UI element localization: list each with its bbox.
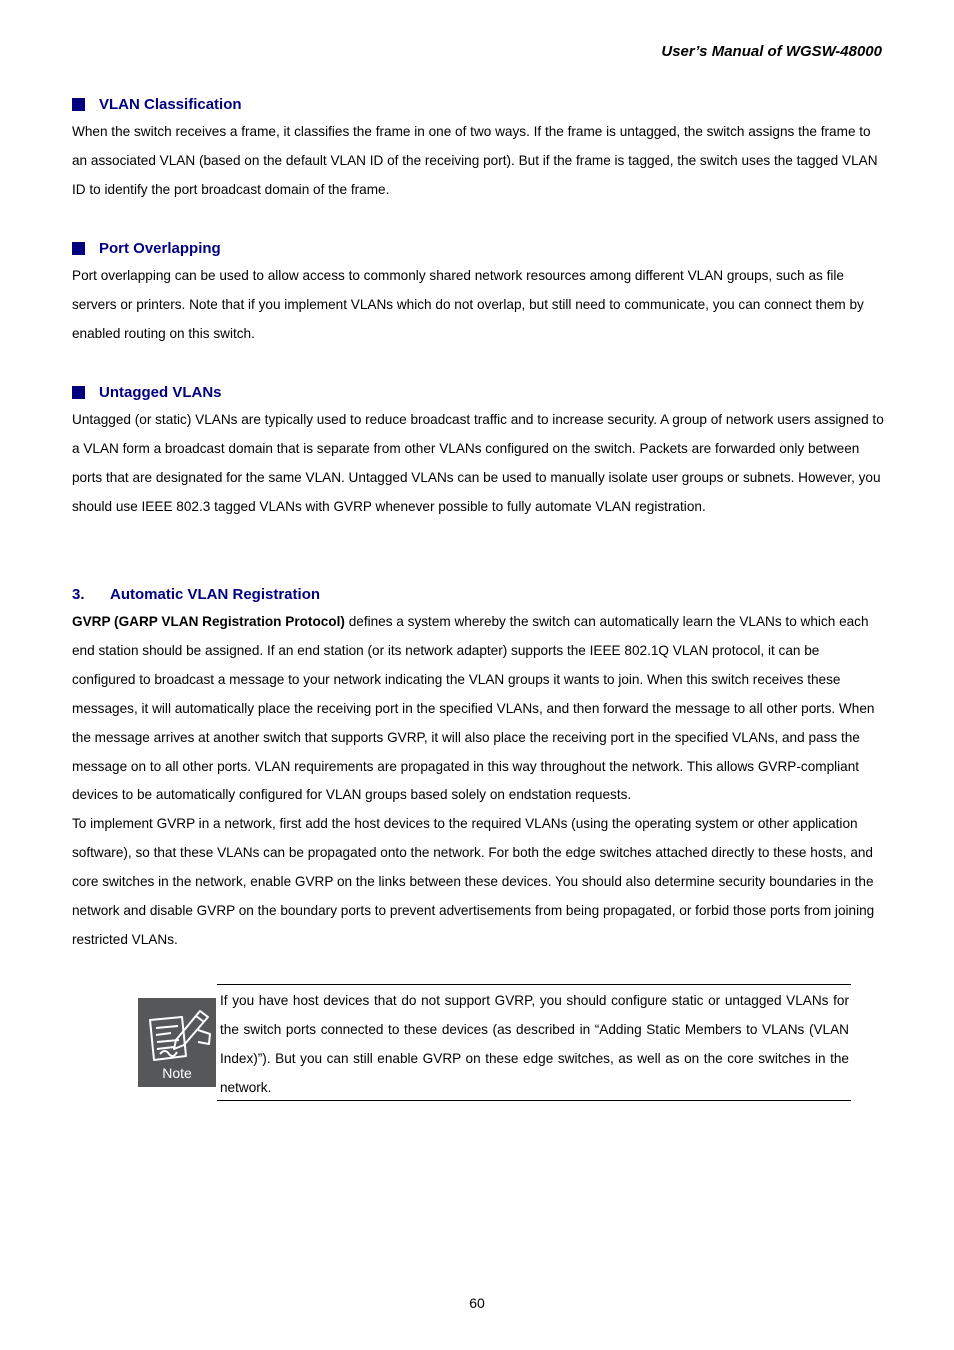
section-heading xyxy=(72,94,884,114)
section-title: Port Overlapping xyxy=(99,239,221,257)
gvrp-implementation-paragraph: To implement GVRP in a network, first add the host devices to the required VLANs (using the operating system or other application software), so that these VLANs can be propagated onto the network. For both the edge switches attached directly to these hosts, and core switches in the network, enable GVRP on the links between these devices. You should also determine security boundaries in the network and disable GVRP on the boundary ports to prevent advertisements from being propagated, or forbid those ports from joining restricted VLANs. xyxy=(72,816,875,947)
gvrp-definition: defines a system whereby the switch can automatically learn the VLANs to which each end station should be assigned. If an end station (or its network adapter) supports the IEEE 802.1Q VLAN protocol, it can be configured to broadcast a message to your network indicating the VLAN groups it wants to join. When this switch receives these messages, it will automatically place the receiving port in the specified VLANs, and then forward the message to all other ports. When the message arrives at another switch that supports GVRP, it will also place the receiving port in the specified VLANs, and pass the message on to all other ports. VLAN requirements are propagated in this way throughout the network. This allows GVRP-compliant devices to be automatically configured for VLAN groups based solely on endstation requests. xyxy=(72,614,875,803)
note-box xyxy=(217,984,851,1101)
gvrp-term: GVRP (GARP VLAN Registration Protocol) xyxy=(72,614,345,629)
section-body: When the switch receives a frame, it classifies the frame in one of two ways. If the frame is untagged, the switch assigns the frame to an associated VLAN (based on the default VLAN ID of the receiving port). But if the frame is tagged, the switch uses the tagged VLAN ID to identify the port broadcast domain of the frame. xyxy=(72,124,878,197)
section-heading xyxy=(72,382,884,402)
note-label: Note xyxy=(162,1065,192,1081)
section-automatic-vlan-registration xyxy=(72,584,884,955)
square-bullet-icon xyxy=(72,386,85,399)
square-bullet-icon xyxy=(72,98,85,111)
gvrp-paragraph xyxy=(72,608,884,810)
section-vlan-classification xyxy=(72,94,884,205)
section-title: Automatic VLAN Registration xyxy=(110,585,321,603)
note-icon xyxy=(138,998,216,1087)
section-body: Port overlapping can be used to allow access to commonly shared network resources among different VLAN groups, such as file servers or printers. Note that if you implement VLANs which do not overlap, but still need to communicate, you can connect them by enabled routing on this switch. xyxy=(72,268,864,341)
section-title: Untagged VLANs xyxy=(99,383,222,401)
section-port-overlapping xyxy=(72,238,884,349)
section-number: 3. xyxy=(72,585,85,603)
section-heading xyxy=(72,584,884,604)
section-title: VLAN Classification xyxy=(99,95,242,113)
note-text: If you have host devices that do not support GVRP, you should configure static or untagged VLANs for the switch ports connected to these devices (as described in “Adding Static Members to VLANs (VLAN Index)”). But you can still enable GVRP on these edge switches, as well as on the core switches in the network. xyxy=(220,993,849,1095)
section-heading xyxy=(72,238,884,258)
running-header: User’s Manual of WGSW-48000 xyxy=(661,43,882,60)
section-body: Untagged (or static) VLANs are typically used to reduce broadcast traffic and to increase security. A group of network users assigned to a VLAN form a broadcast domain that is separate from other VLANs configured on the switch. Packets are forwarded only between ports that are designated for the same VLAN. Untagged VLANs can be used to manually isolate user groups or subnets. However, you should use IEEE 802.3 tagged VLANs with GVRP whenever possible to fully automate VLAN registration. xyxy=(72,412,884,514)
section-untagged-vlans xyxy=(72,382,884,522)
square-bullet-icon xyxy=(72,242,85,255)
page-number: 60 xyxy=(469,1295,485,1311)
note-callout xyxy=(138,984,851,1101)
